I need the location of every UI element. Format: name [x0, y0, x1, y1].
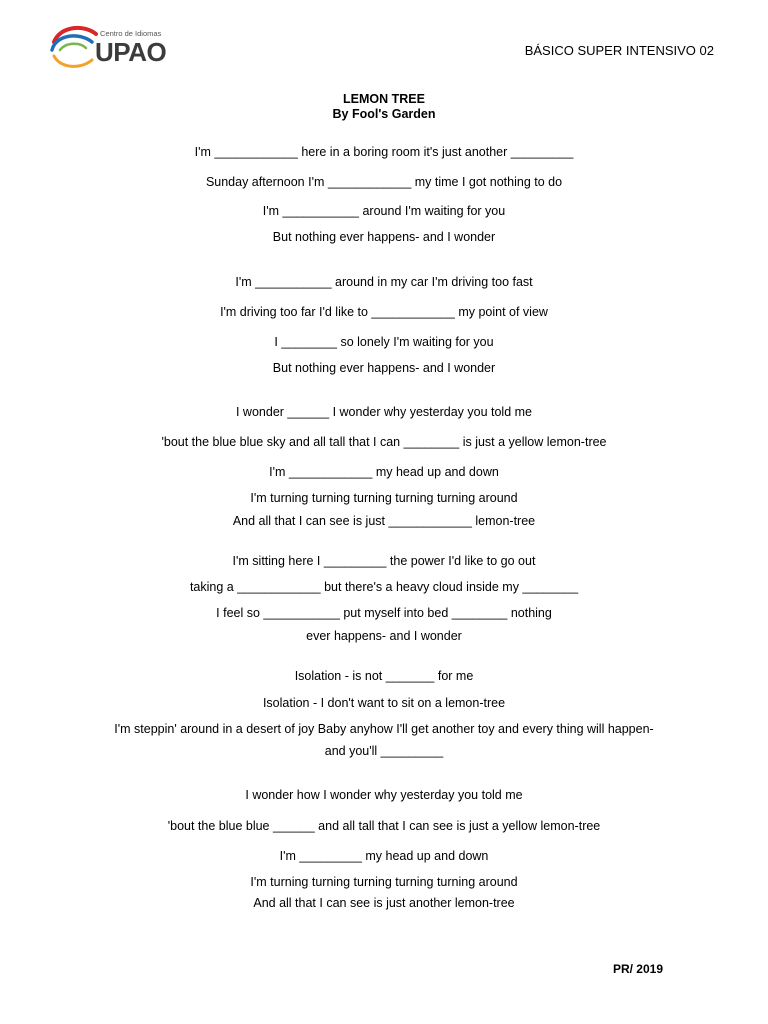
lyric-line: I'm turning turning turning turning turning around: [250, 491, 518, 505]
lyric-line: I'm sitting here I _________ the power I'd like to go out: [232, 554, 536, 568]
lyric-line: I'm _________ my head up and down: [279, 849, 489, 863]
upao-logo: [46, 20, 171, 74]
lyric-line: I'm ____________ here in a boring room it's just another _________: [194, 145, 574, 159]
logo-subtitle: Centro de Idiomas: [100, 29, 162, 38]
lyric-line: I'm driving too far I'd like to ____________ my point of view: [220, 305, 548, 319]
lyric-line: But nothing ever happens- and I wonder: [272, 230, 496, 244]
lyric-line: I wonder how I wonder why yesterday you told me: [245, 788, 523, 802]
course-name: BÁSICO SUPER INTENSIVO 02: [524, 43, 714, 58]
lyric-line: and you'll _________: [324, 744, 444, 758]
lyric-line: And all that I can see is just another lemon-tree: [253, 896, 515, 910]
lyric-line: And all that I can see is just ____________ lemon-tree: [232, 514, 536, 528]
lyric-line: taking a ____________ but there's a heavy cloud inside my ________: [189, 580, 579, 594]
logo-swoosh-icon: [46, 20, 102, 74]
lyric-line: I feel so ___________ put myself into bed ________ nothing: [216, 606, 552, 620]
lyric-line: I'm ____________ my head up and down: [269, 465, 499, 479]
lyric-line: I'm steppin' around in a desert of joy Baby anyhow I'll get another toy and every thing will happen-: [114, 722, 654, 736]
footer-code: PR/ 2019: [612, 962, 663, 976]
lyric-line: Isolation - I don't want to sit on a lemon-tree: [262, 696, 506, 710]
lyric-line: I'm turning turning turning turning turning around: [250, 875, 518, 889]
lyric-line: I wonder ______ I wonder why yesterday you told me: [235, 405, 532, 419]
lyric-line: 'bout the blue blue sky and all tall that I can ________ is just a yellow lemon-tree: [161, 435, 607, 449]
lyric-line: But nothing ever happens- and I wonder: [272, 361, 496, 375]
lyric-line: I'm ___________ around I'm waiting for you: [262, 204, 506, 218]
lyric-line: I'm ___________ around in my car I'm driving too fast: [235, 275, 533, 289]
song-title: LEMON TREE: [343, 92, 425, 106]
logo-brand: UPAO: [95, 37, 167, 67]
lyric-line: Sunday afternoon I'm ____________ my time I got nothing to do: [205, 175, 563, 189]
lyric-line: 'bout the blue blue ______ and all tall that I can see is just a yellow lemon-tree: [167, 819, 601, 833]
lyric-line: Isolation - is not _______ for me: [294, 669, 474, 683]
lyric-line: ever happens- and I wonder: [306, 629, 462, 643]
lyric-line: I ________ so lonely I'm waiting for you: [274, 335, 494, 349]
song-artist: By Fool's Garden: [332, 107, 436, 121]
